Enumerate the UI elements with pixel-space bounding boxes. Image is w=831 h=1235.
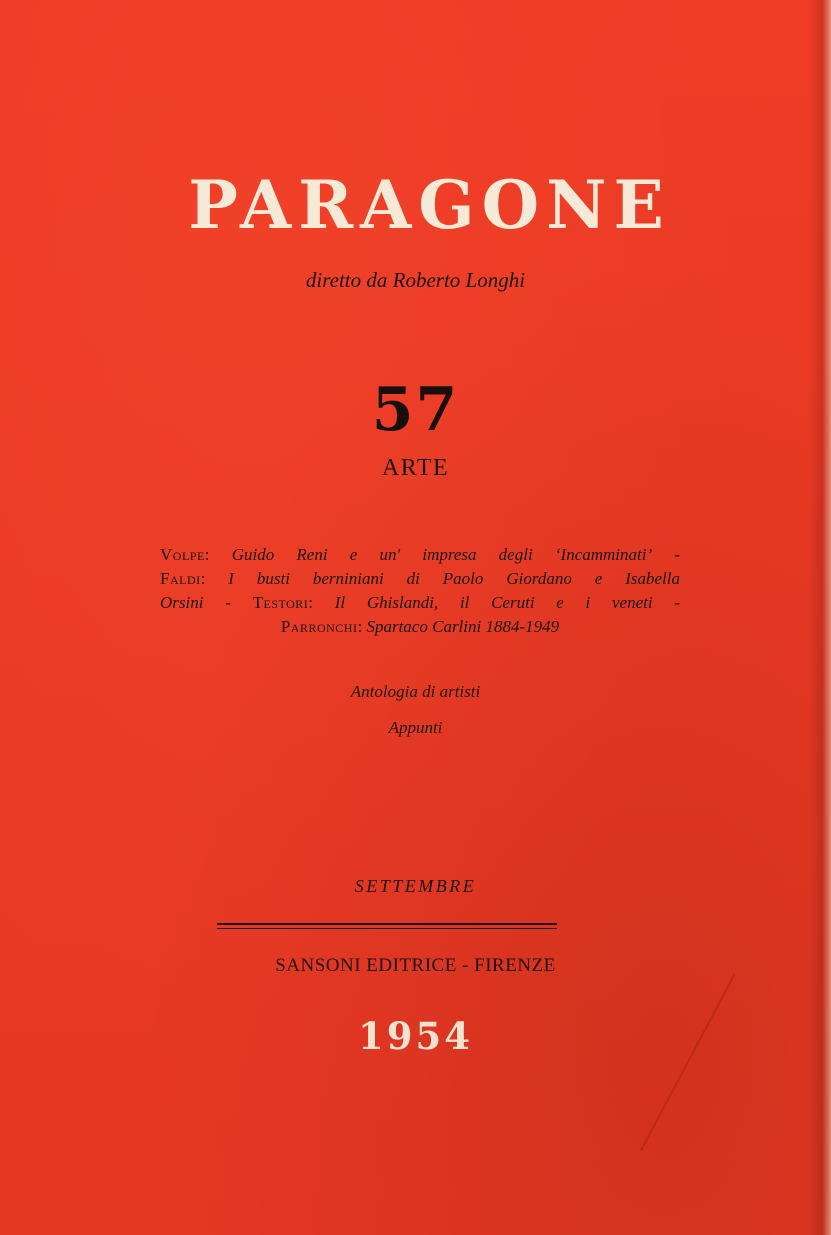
- article-title: Guido Reni e un' impresa degli ‘Incamminati’: [231, 545, 653, 564]
- section-label: ARTE: [381, 455, 450, 481]
- colon: :: [200, 569, 206, 588]
- colon: :: [204, 545, 210, 564]
- section-antologia: Antologia di artisti: [350, 682, 481, 701]
- colon: :: [308, 593, 314, 612]
- separator-dash: -: [225, 593, 231, 612]
- magazine-title: PARAGONE: [188, 166, 671, 244]
- editor-line: diretto da Roberto Longhi: [305, 268, 526, 292]
- table-of-contents: [160, 543, 680, 639]
- article-title: I busti berniniani di Paolo Giordano e Isabella: [228, 569, 681, 588]
- contents-line-3: [160, 591, 680, 615]
- article-title-end: Orsini: [160, 593, 204, 612]
- article-title: Il Ghislandi, il Ceruti e i veneti: [334, 593, 653, 612]
- contents-line-1: [160, 543, 680, 567]
- section-appunti: Appunti: [388, 718, 443, 737]
- issue-month: SETTEMBRE: [354, 876, 477, 896]
- author-volpe: Volpe: [160, 545, 205, 564]
- separator-dash: -: [674, 593, 680, 612]
- article-title: Spartaco Carlini 1884-1949: [366, 617, 560, 636]
- contents-line-4: [160, 615, 680, 639]
- author-parronchi: Parronchi: [280, 617, 358, 636]
- corner-crease: [640, 973, 736, 1151]
- separator-dash: -: [674, 545, 681, 564]
- publication-year: 1954: [358, 1014, 473, 1058]
- author-testori: Testori: [252, 593, 309, 612]
- contents-line-2: [160, 567, 680, 591]
- issue-number: 57: [371, 375, 460, 445]
- publisher: SANSONI EDITRICE - FIRENZE: [275, 955, 556, 976]
- divider-rule-thick: [217, 923, 557, 925]
- colon: :: [357, 617, 363, 636]
- divider-rule-thin: [217, 928, 557, 929]
- author-faldi: Faldi: [160, 569, 201, 588]
